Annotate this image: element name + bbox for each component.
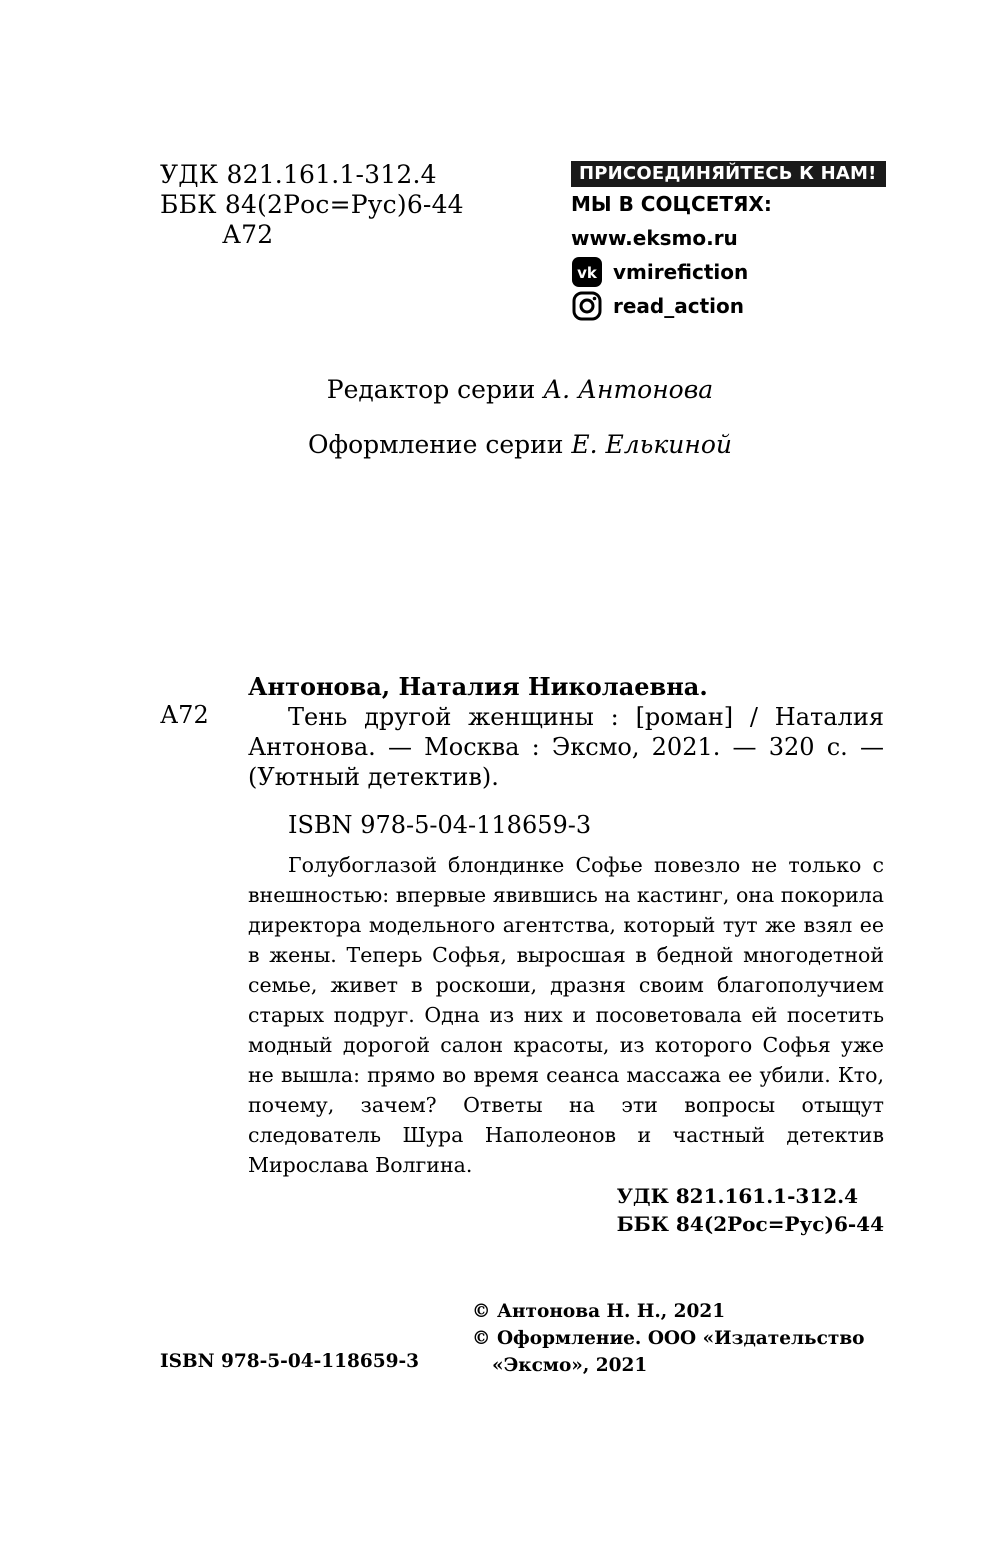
website-link[interactable] <box>571 221 891 255</box>
card-line-3: (Уютный детектив). <box>248 763 499 791</box>
classification-block <box>160 160 464 250</box>
series-editor-line <box>0 375 1000 405</box>
copyright-design: © Оформление. ООО «Издательство <box>472 1328 865 1349</box>
series-design-name: Е. Елькиной <box>571 430 732 459</box>
instagram-link[interactable] <box>571 289 891 323</box>
vk-link[interactable] <box>571 255 891 289</box>
series-editor-label: Редактор серии <box>326 375 536 404</box>
vk-icon <box>571 256 603 288</box>
copyright-author: © Антонова Н. Н., 2021 <box>472 1301 726 1322</box>
svg-text:vk: vk <box>577 264 597 282</box>
series-editor-name: А. Антонова <box>543 375 714 404</box>
social-heading-text: МЫ В СОЦСЕТЯХ: <box>571 192 772 216</box>
copyright-publisher: «Эксмо», 2021 <box>492 1355 648 1376</box>
card-author: Антонова, Наталия Николаевна. <box>248 672 708 701</box>
isbn-bottom: ISBN 978-5-04-118659-3 <box>160 1351 420 1372</box>
bbk-code: ББК 84(2Рос=Рус)6-44 <box>160 190 464 219</box>
card-line-2: Антонова. — Москва : Эксмо, 2021. — 320 с. — <box>248 733 884 761</box>
social-block <box>571 161 891 323</box>
author-mark: А72 <box>222 220 274 249</box>
card-line-1: Тень другой женщины : [роман] / Наталия <box>288 703 884 731</box>
copyright-block <box>472 1298 865 1379</box>
card-author-mark: А72 <box>160 701 209 729</box>
bbk-code-bottom: ББК 84(2Рос=Рус)6-44 <box>616 1212 884 1236</box>
series-design-label: Оформление серии <box>308 430 564 459</box>
instagram-icon <box>571 290 603 322</box>
website-text: www.eksmo.ru <box>571 226 738 250</box>
annotation-text: Голубоглазой блондинке Софье повезло не только с внешностью: впервые явившись на кастинг, она покорила директора модельного агентства, который тут же взял ее в жены. Теперь Софья, выросшая в бедной многодетной семье, живет в роскоши, дразня своим благополучием старых подруг. Одна из них и посоветовала ей посетить модный дорогой салон красоты, из которого Софья уже не вышла: прямо во время сеанса массажа ее убили. Кто, почему, зачем? Ответы на эти вопросы отыщут следователь Шура Наполеонов и частный детектив Мирослава Волгина. <box>248 853 884 1177</box>
catalog-card <box>248 672 884 840</box>
udk-code: УДК 821.161.1-312.4 <box>160 160 437 189</box>
classification-bottom <box>617 1182 884 1238</box>
card-isbn: ISBN 978-5-04-118659-3 <box>288 811 592 839</box>
join-us-badge: ПРИСОЕДИНЯЙТЕСЬ К НАМ! <box>571 161 886 187</box>
udk-code-bottom: УДК 821.161.1-312.4 <box>616 1184 859 1208</box>
social-heading <box>571 187 891 221</box>
series-design-line <box>0 430 1000 460</box>
vk-text: vmirefiction <box>613 260 749 284</box>
instagram-text: read_action <box>613 294 744 318</box>
